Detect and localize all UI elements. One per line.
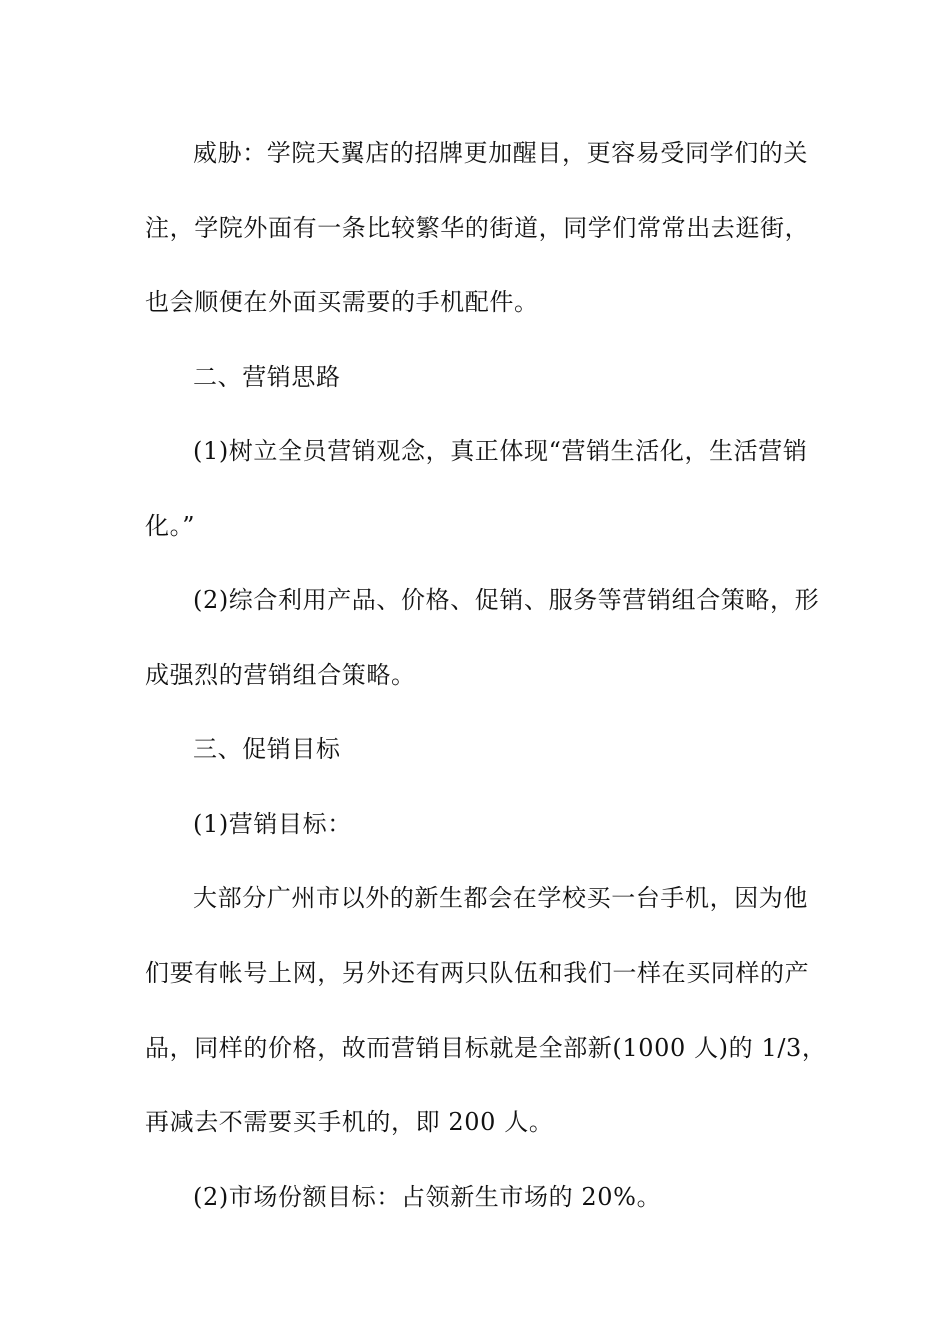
list-item-1-line-1: (1)树立全员营销观念，真正体现“营销生活化，生活营销 <box>193 437 808 465</box>
paragraph-goal-line-4: 再减去不需要买手机的，即 200 人。 <box>145 1108 554 1136</box>
list-item-1-line-2: 化。” <box>145 512 196 540</box>
paragraph-threat-line-2: 注，学院外面有一条比较繁华的街道，同学们常常出去逛街， <box>145 214 810 242</box>
section-heading-promotion-goals: 三、促销目标 <box>193 735 341 763</box>
paragraph-goal-line-3: 品，同样的价格，故而营销目标就是全部新(1000 人)的 1/3， <box>145 1034 827 1062</box>
paragraph-threat-line-1: 威胁：学院天翼店的招牌更加醒目，更容易受同学们的关 <box>193 139 808 167</box>
list-item-2-line-2: 成强烈的营销组合策略。 <box>145 661 416 689</box>
subheading-market-share-goal: (2)市场份额目标：占领新生市场的 20%。 <box>193 1183 662 1211</box>
subheading-marketing-goal: (1)营销目标： <box>193 810 352 838</box>
paragraph-goal-line-2: 们要有帐号上网，另外还有两只队伍和我们一样在买同样的产 <box>145 959 810 987</box>
list-item-2-line-1: (2)综合利用产品、价格、促销、服务等营销组合策略，形 <box>193 586 820 614</box>
paragraph-threat-line-3: 也会顺便在外面买需要的手机配件。 <box>145 288 539 316</box>
paragraph-goal-line-1: 大部分广州市以外的新生都会在学校买一台手机，因为他 <box>193 884 808 912</box>
section-heading-marketing-ideas: 二、营销思路 <box>193 363 341 391</box>
